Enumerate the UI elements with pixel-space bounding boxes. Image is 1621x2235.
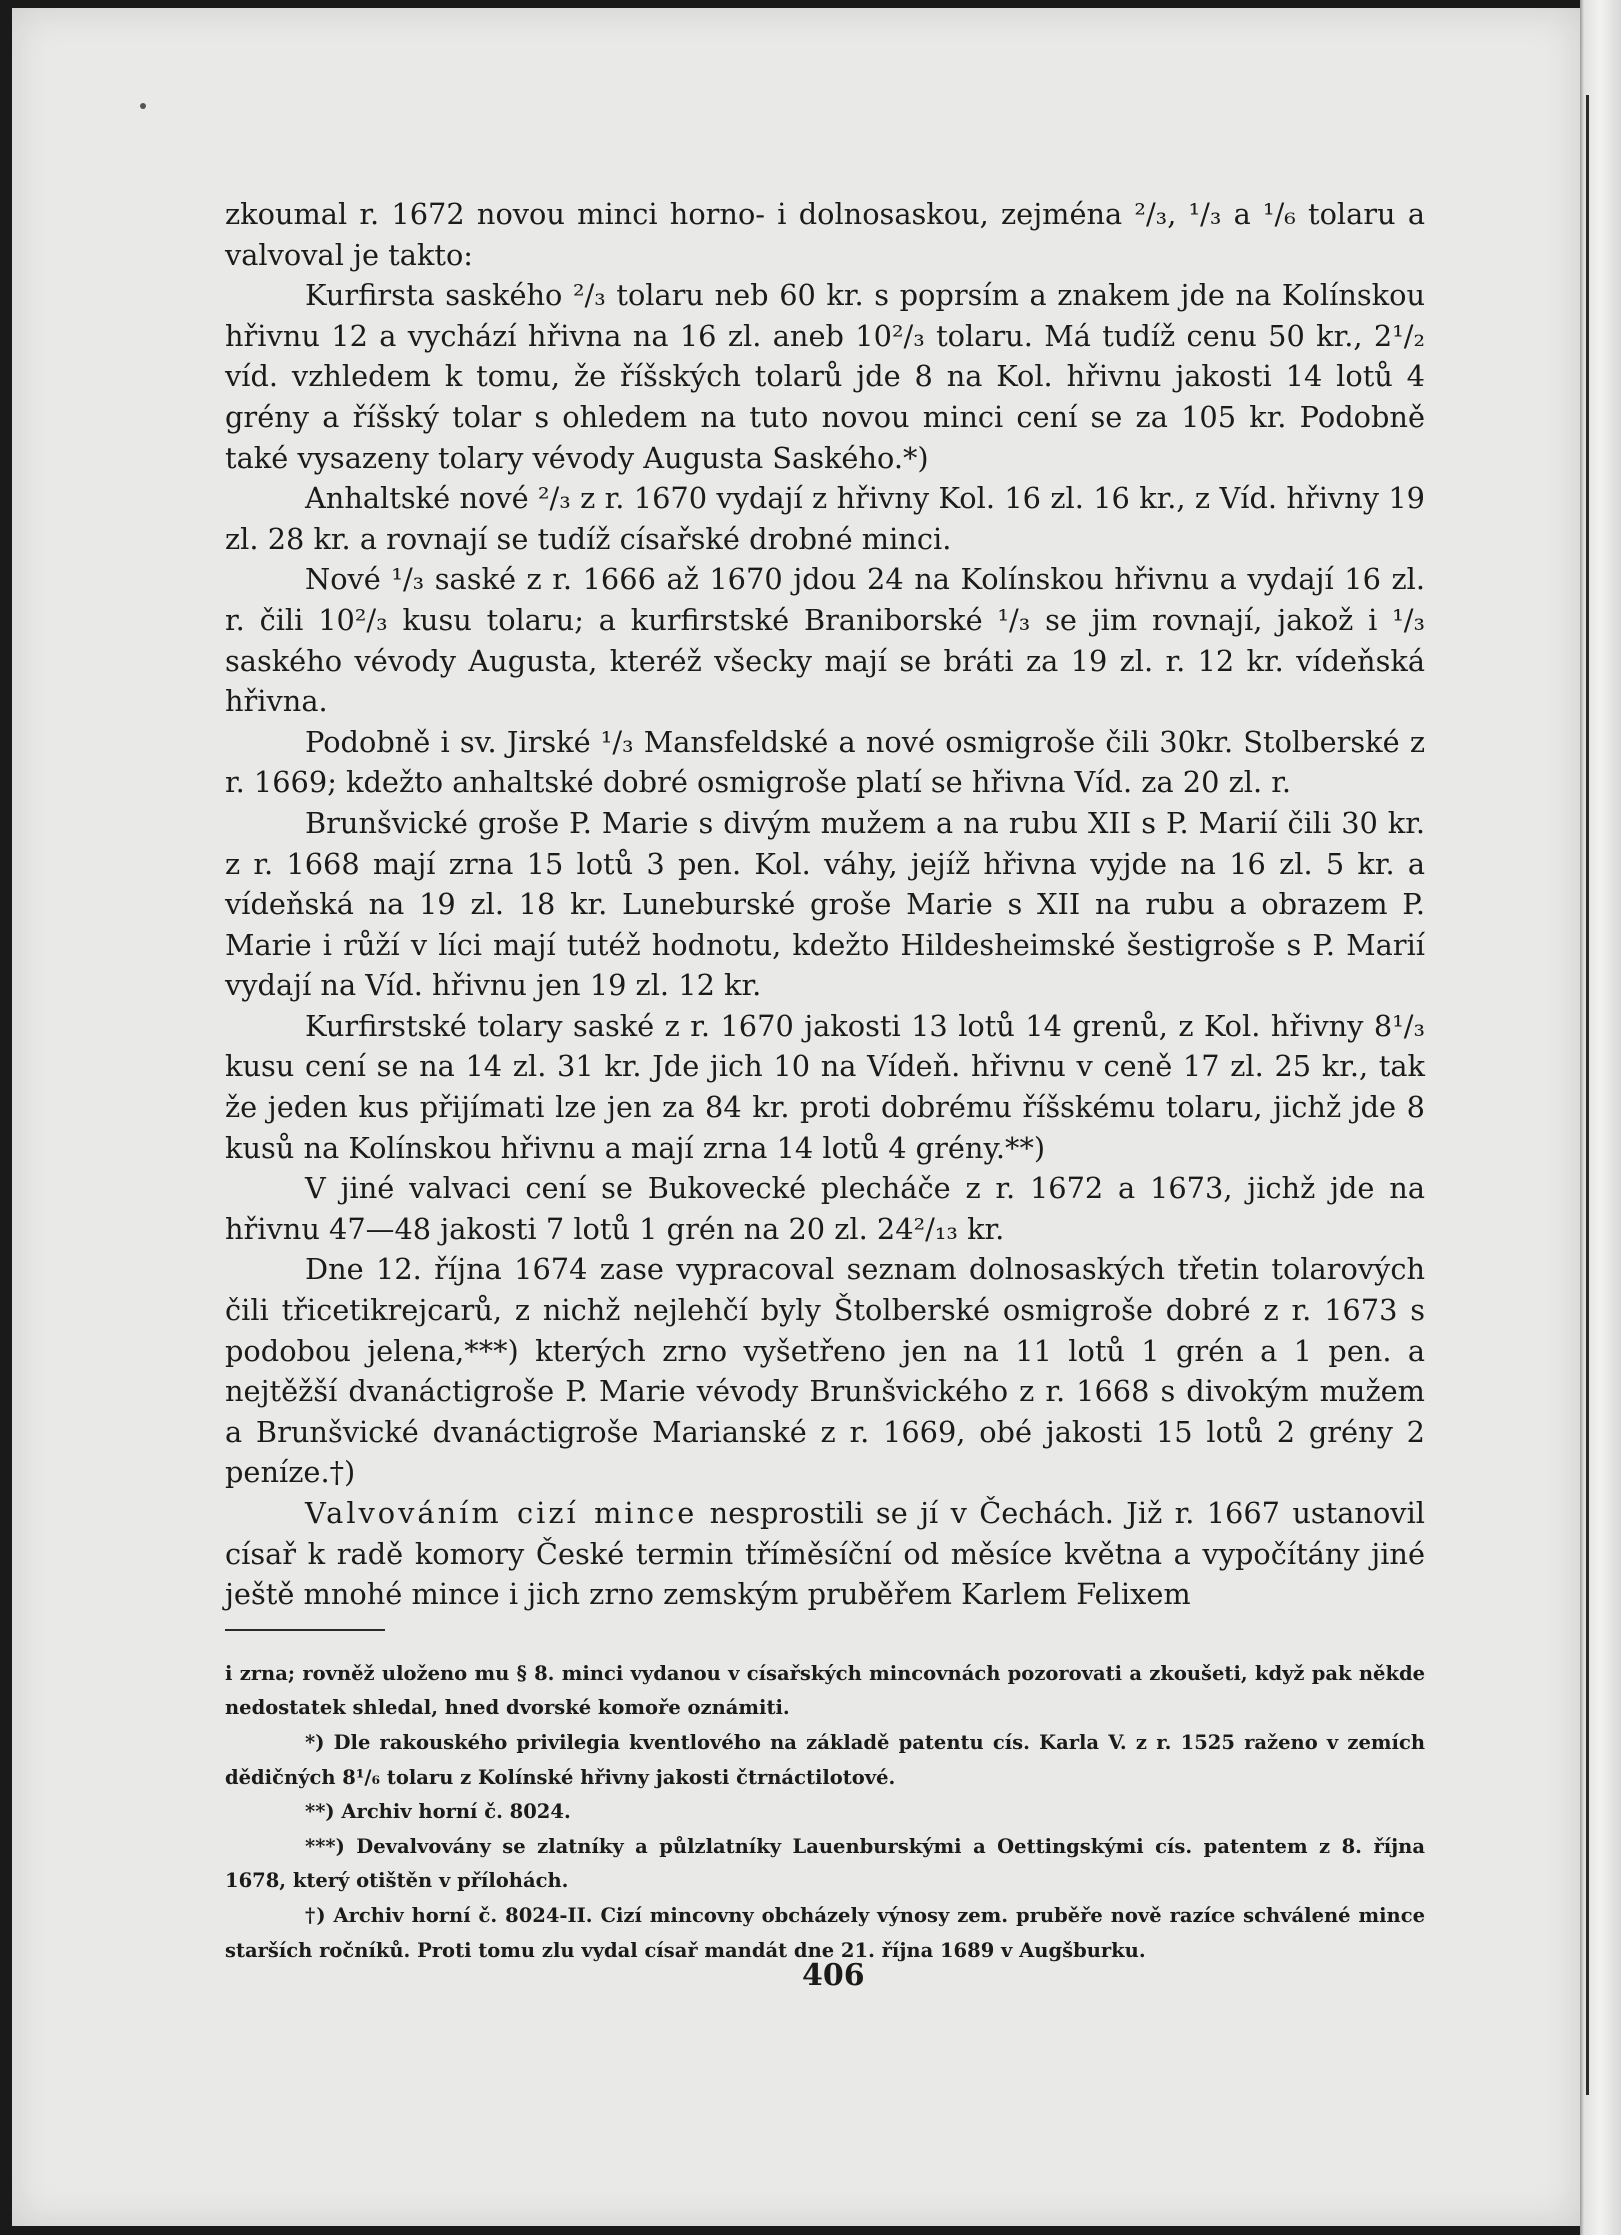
body-paragraph: Kurfirstské tolary saské z r. 1670 jakosti 13 lotů 14 grenů, z Kol. hřivny 8¹/₃ kusu cení se na 14 zl. 31 kr. Jde jich 10 na Vídeň. hřivnu v ceně 17 zl. 25 kr., tak že jeden kus přijímati lze jen za 84 kr. proti dobrému říšskému tolaru, jichž jde 8 kusů na Kolínskou hřivnu a mají zrna 14 lotů 4 grény.**): [225, 1008, 1425, 1165]
page-number: 406: [802, 1958, 865, 1993]
speck: [140, 103, 146, 109]
footnote-divider: [225, 1629, 385, 1631]
body-paragraph: Brunšvické groše P. Marie s divým mužem a na rubu XII s P. Marií čili 30 kr. z r. 1668 mají zrna 15 lotů 3 pen. Kol. váhy, jejíž hřivna vyjde na 16 zl. 5 kr. a vídeňská na 19 zl. 18 kr. Luneburské groše Marie s XII na rubu a obrazem P. Marie i růží v líci mají tutéž hodnotu, kdežto Hildesheimské šestigroše s P. Marií vydají na Víd. hřivnu jen 19 zl. 12 kr.: [225, 805, 1425, 1003]
body-paragraph: Nové ¹/₃ saské z r. 1666 až 1670 jdou 24 na Kolínskou hřivnu a vydají 16 zl. r. čili 10²/₃ kusu tolaru; a kurfirstské Braniborské ¹/₃ se jim rovnají, jakož i ¹/₃ saského vévody Augusta, kteréž všecky mají se bráti za 19 zl. r. 12 kr. vídeňská hřivna.: [225, 562, 1425, 719]
paragraph-rest: nesprostili se jí v Čechách. Již r. 1667 ustanovil císař k radě komory České termin tříměsíční od měsíce května a vypočítány jiné ještě mnohé mince i jich zrno zemským pruběřem Karlem Felixem: [225, 1496, 1425, 1612]
edge-shadow-line: [1586, 95, 1589, 2095]
footnote: ***) Devalvovány se zlatníky a půlzlatníky Lauenburskými a Oettingskými cís. patentem z 8. října 1678, který otištěn v přílohách.: [225, 1834, 1425, 1893]
body-paragraph: zkoumal r. 1672 novou minci horno- i dolnosaskou, zejména ²/₃, ¹/₃ a ¹/₆ tolaru a valvoval je takto:: [225, 197, 1425, 272]
body-paragraph: Dne 12. října 1674 zase vypracoval seznam dolnosaských třetin tolarových čili třicetikrejcarů, z nichž nejlehčí byly Štolberské osmigroše dobré z r. 1673 s podobou jelena,***) kterých zrno vyšetřeno jen na 11 lotů 1 grén a 1 pen. a nejtěžší dvanáctigroše P. Marie vévody Brunšvického z r. 1668 s divokým mužem a Brunšvické dvanáctigroše Marianské z r. 1669, obé jakosti 15 lotů 2 grény 2 peníze.†): [225, 1252, 1425, 1490]
footnote: †) Archiv horní č. 8024-II. Cizí mincovny obcházely výnosy zem. pruběře nově razíce schválené mince starších ročníků. Proti tomu zlu vydal císař mandát dne 21. října 1689 v Augšburku.: [225, 1903, 1425, 1962]
body-paragraph: Anhaltské nové ²/₃ z r. 1670 vydají z hřivny Kol. 16 zl. 16 kr., z Víd. hřivny 19 zl. 28 kr. a rovnají se tudíž císařské drobné minci.: [225, 481, 1425, 556]
scanned-page: [12, 8, 1580, 2226]
body-paragraph: V jiné valvaci cení se Bukovecké plecháče z r. 1672 a 1673, jichž jde na hřivnu 47—48 jakosti 7 lotů 1 grén na 20 zl. 24²/₁₃ kr.: [225, 1171, 1425, 1246]
footnote: i zrna; rovněž uloženo mu § 8. minci vydanou v císařských mincovnách pozorovati a zkoušeti, když pak někde nedostatek shledal, hned dvorské komoře oznámiti.: [225, 1661, 1425, 1720]
page-content: [225, 194, 1425, 1968]
footnote: *) Dle rakouského privilegia kventlového na základě patentu cís. Karla V. z r. 1525 raženo v zemích dědičných 8¹/₆ tolaru z Kolínské hřivny jakosti čtrnáctilotové.: [225, 1730, 1425, 1789]
body-paragraph: Kurfirsta saského ²/₃ tolaru neb 60 kr. s poprsím a znakem jde na Kolínskou hřivnu 12 a vychází hřivna na 16 zl. aneb 10²/₃ tolaru. Má tudíž cenu 50 kr., 2¹/₂ víd. vzhledem k tomu, že říšských tolarů jde 8 na Kol. hřivnu jakosti 14 lotů 4 grény a říšský tolar s ohledem na tuto novou minci cení se za 105 kr. Podobně také vysazeny tolary vévody Augusta Saského.*): [225, 278, 1425, 475]
footnote: **) Archiv horní č. 8024.: [305, 1800, 571, 1824]
spaced-lead: Valvováním cizí mince: [305, 1496, 698, 1530]
body-paragraph-last: [225, 1493, 1425, 1615]
body-paragraph: Podobně i sv. Jirské ¹/₃ Mansfeldské a nové osmigroše čili 30kr. Stolberské z r. 1669; kdežto anhaltské dobré osmigroše platí se hřivna Víd. za 20 zl. r.: [225, 724, 1425, 800]
